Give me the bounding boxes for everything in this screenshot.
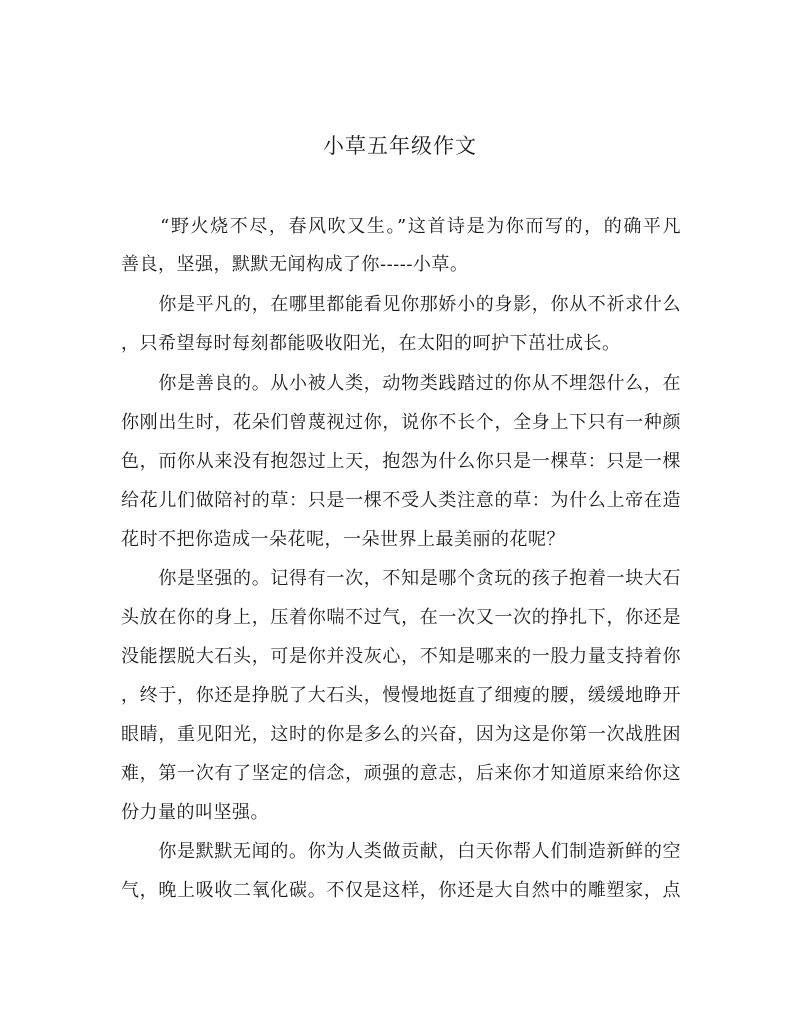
text-line: ，终于，你还是挣脱了大石头，慢慢地挺直了细瘦的腰，缓缓地睁开 (121, 685, 681, 706)
text-line: 没能摆脱大石头，可是你并没灰心，不知是哪来的一股力量支持着你 (121, 646, 681, 667)
text-line: 你刚出生时，花朵们曾蔑视过你，说你不长个，全身上下只有一种颜 (121, 412, 681, 433)
text-line: “野火烧不尽，春风吹又生。”这首诗是为你而写的，的确平凡 (121, 216, 681, 237)
text-line: 你是善良的。从小被人类，动物类践踏过的你从不埋怨什么，在 (121, 373, 681, 394)
text-line: 花时不把你造成一朵花呢，一朵世界上最美丽的花呢？ (121, 529, 565, 550)
text-line: 你是默默无闻的。你为人类做贡献，白天你帮人们制造新鲜的空 (121, 841, 681, 862)
text-line: 难，第一次有了坚定的信念，顽强的意志，后来你才知道原来给你这 (121, 763, 681, 784)
text-line: 气，晚上吸收二氧化碳。不仅是这样，你还是大自然中的雕塑家，点 (121, 880, 681, 901)
text-line: 色，而你从来没有抱怨过上天，抱怨为什么你只是一棵草：只是一棵 (121, 451, 681, 472)
text-line: 头放在你的身上，压着你喘不过气，在一次又一次的挣扎下，你还是 (121, 607, 681, 628)
text-line: 给花儿们做陪衬的草：只是一棵不受人类注意的草：为什么上帝在造 (121, 490, 681, 511)
text-line: 份力量的叫坚强。 (121, 802, 269, 823)
text-line: ，只希望每时每刻都能吸收阳光，在太阳的呵护下茁壮成长。 (121, 333, 621, 354)
document-title: 小草五年级作文 (323, 134, 477, 158)
text-line: 善良，坚强，默默无闻构成了你-----小草。 (121, 254, 469, 275)
text-line: 眼睛，重见阳光，这时的你是多么的兴奋，因为这是你第一次战胜困 (121, 724, 681, 745)
text-line: 你是平凡的，在哪里都能看见你那娇小的身影，你从不祈求什么 (121, 294, 681, 315)
text-line: 你是坚强的。记得有一次，不知是哪个贪玩的孩子抱着一块大石 (121, 568, 681, 589)
